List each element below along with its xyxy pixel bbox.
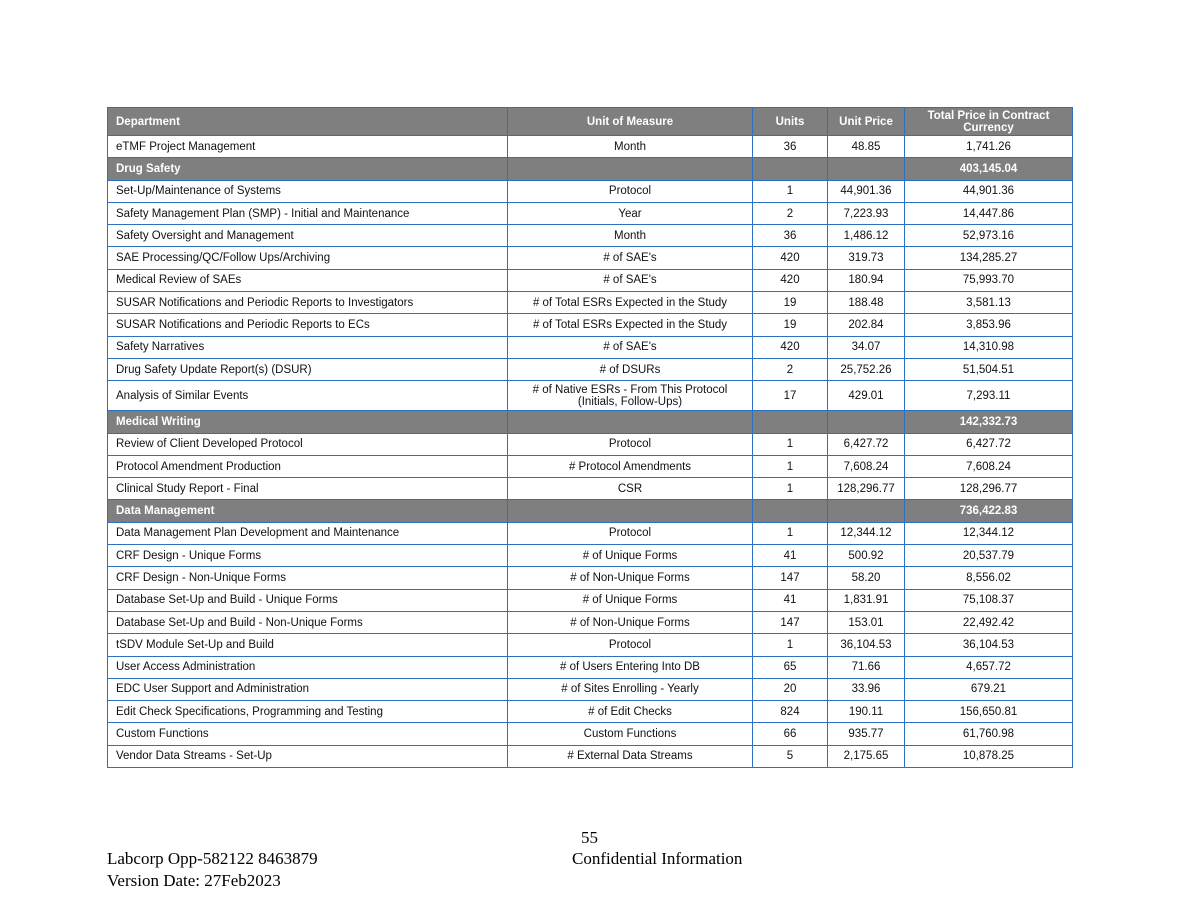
units-cell bbox=[753, 158, 828, 180]
total-price-cell: 14,447.86 bbox=[905, 202, 1073, 224]
total-price-cell: 403,145.04 bbox=[905, 158, 1073, 180]
table-row bbox=[108, 381, 1073, 411]
table-row bbox=[108, 745, 1073, 767]
header-department: Department bbox=[108, 108, 508, 136]
unit-price-cell: 935.77 bbox=[828, 723, 905, 745]
table-row bbox=[108, 433, 1073, 455]
total-price-cell: 7,608.24 bbox=[905, 455, 1073, 477]
department-cell: Database Set-Up and Build - Non-Unique Forms bbox=[108, 611, 508, 633]
unit-price-cell: 1,831.91 bbox=[828, 589, 905, 611]
department-cell: tSDV Module Set-Up and Build bbox=[108, 634, 508, 656]
total-price-cell: 52,973.16 bbox=[905, 225, 1073, 247]
units-cell: 17 bbox=[753, 381, 828, 411]
unit-price-cell: 12,344.12 bbox=[828, 522, 905, 544]
units-cell: 41 bbox=[753, 589, 828, 611]
unit-price-cell: 180.94 bbox=[828, 269, 905, 291]
total-price-cell: 61,760.98 bbox=[905, 723, 1073, 745]
department-cell: CRF Design - Unique Forms bbox=[108, 545, 508, 567]
unit-of-measure-cell: Protocol bbox=[508, 180, 753, 202]
total-price-cell: 12,344.12 bbox=[905, 522, 1073, 544]
unit-price-cell: 190.11 bbox=[828, 701, 905, 723]
unit-of-measure-cell: Month bbox=[508, 225, 753, 247]
department-cell: SAE Processing/QC/Follow Ups/Archiving bbox=[108, 247, 508, 269]
units-cell: 20 bbox=[753, 678, 828, 700]
department-cell: Medical Review of SAEs bbox=[108, 269, 508, 291]
unit-price-cell: 48.85 bbox=[828, 136, 905, 158]
unit-of-measure-cell: CSR bbox=[508, 478, 753, 500]
total-price-cell: 128,296.77 bbox=[905, 478, 1073, 500]
department-cell: Review of Client Developed Protocol bbox=[108, 433, 508, 455]
units-cell: 19 bbox=[753, 314, 828, 336]
units-cell: 66 bbox=[753, 723, 828, 745]
total-price-cell: 679.21 bbox=[905, 678, 1073, 700]
total-price-cell: 44,901.36 bbox=[905, 180, 1073, 202]
total-price-cell: 51,504.51 bbox=[905, 358, 1073, 380]
units-cell: 41 bbox=[753, 545, 828, 567]
table-row bbox=[108, 589, 1073, 611]
department-cell: Safety Management Plan (SMP) - Initial and Maintenance bbox=[108, 202, 508, 224]
department-cell: Medical Writing bbox=[108, 411, 508, 433]
unit-of-measure-cell: # of Unique Forms bbox=[508, 589, 753, 611]
department-cell: Database Set-Up and Build - Unique Forms bbox=[108, 589, 508, 611]
units-cell: 147 bbox=[753, 567, 828, 589]
confidential-label: Confidential Information bbox=[572, 849, 743, 868]
header-units: Units bbox=[753, 108, 828, 136]
total-price-cell: 20,537.79 bbox=[905, 545, 1073, 567]
unit-of-measure-cell: # of Sites Enrolling - Yearly bbox=[508, 678, 753, 700]
total-price-cell: 1,741.26 bbox=[905, 136, 1073, 158]
table-row bbox=[108, 567, 1073, 589]
table-row bbox=[108, 180, 1073, 202]
table-row bbox=[108, 678, 1073, 700]
table-row bbox=[108, 336, 1073, 358]
unit-of-measure-cell: # of Users Entering Into DB bbox=[508, 656, 753, 678]
unit-of-measure-cell: # External Data Streams bbox=[508, 745, 753, 767]
department-cell: EDC User Support and Administration bbox=[108, 678, 508, 700]
unit-of-measure-cell: # of Total ESRs Expected in the Study bbox=[508, 314, 753, 336]
department-cell: Edit Check Specifications, Programming and Testing bbox=[108, 701, 508, 723]
department-cell: SUSAR Notifications and Periodic Reports to Investigators bbox=[108, 292, 508, 314]
table-row bbox=[108, 202, 1073, 224]
department-cell: Custom Functions bbox=[108, 723, 508, 745]
unit-price-cell: 58.20 bbox=[828, 567, 905, 589]
section-row bbox=[108, 411, 1073, 433]
unit-of-measure-cell bbox=[508, 158, 753, 180]
unit-of-measure-cell: # of SAE's bbox=[508, 336, 753, 358]
total-price-cell: 736,422.83 bbox=[905, 500, 1073, 522]
unit-price-cell bbox=[828, 158, 905, 180]
total-price-cell: 142,332.73 bbox=[905, 411, 1073, 433]
unit-price-cell: 153.01 bbox=[828, 611, 905, 633]
department-cell: eTMF Project Management bbox=[108, 136, 508, 158]
total-price-cell: 75,993.70 bbox=[905, 269, 1073, 291]
unit-price-cell: 33.96 bbox=[828, 678, 905, 700]
table-row bbox=[108, 292, 1073, 314]
total-price-cell: 134,285.27 bbox=[905, 247, 1073, 269]
table-row bbox=[108, 314, 1073, 336]
table-row bbox=[108, 522, 1073, 544]
unit-of-measure-cell bbox=[508, 500, 753, 522]
total-price-cell: 6,427.72 bbox=[905, 433, 1073, 455]
department-cell: Clinical Study Report - Final bbox=[108, 478, 508, 500]
page-number: 55 bbox=[581, 828, 598, 847]
units-cell: 1 bbox=[753, 634, 828, 656]
total-price-cell: 36,104.53 bbox=[905, 634, 1073, 656]
unit-of-measure-cell: # Protocol Amendments bbox=[508, 455, 753, 477]
table-row bbox=[108, 656, 1073, 678]
unit-price-cell: 25,752.26 bbox=[828, 358, 905, 380]
department-cell: Drug Safety bbox=[108, 158, 508, 180]
units-cell: 65 bbox=[753, 656, 828, 678]
unit-price-cell: 36,104.53 bbox=[828, 634, 905, 656]
table-row bbox=[108, 611, 1073, 633]
department-cell: Drug Safety Update Report(s) (DSUR) bbox=[108, 358, 508, 380]
table-row bbox=[108, 545, 1073, 567]
unit-of-measure-cell: # of Native ESRs - From This Protocol (Initials, Follow-Ups) bbox=[508, 381, 753, 411]
table-row bbox=[108, 247, 1073, 269]
department-cell: Data Management Plan Development and Maintenance bbox=[108, 522, 508, 544]
units-cell: 36 bbox=[753, 225, 828, 247]
units-cell: 824 bbox=[753, 701, 828, 723]
table-row bbox=[108, 269, 1073, 291]
total-price-cell: 75,108.37 bbox=[905, 589, 1073, 611]
unit-of-measure-cell: # of Total ESRs Expected in the Study bbox=[508, 292, 753, 314]
section-row bbox=[108, 158, 1073, 180]
unit-price-cell: 188.48 bbox=[828, 292, 905, 314]
department-cell: Set-Up/Maintenance of Systems bbox=[108, 180, 508, 202]
unit-of-measure-cell: Year bbox=[508, 202, 753, 224]
unit-of-measure-cell: Month bbox=[508, 136, 753, 158]
pricing-table bbox=[107, 107, 1073, 768]
units-cell: 2 bbox=[753, 358, 828, 380]
total-price-cell: 10,878.25 bbox=[905, 745, 1073, 767]
unit-price-cell: 7,608.24 bbox=[828, 455, 905, 477]
total-price-cell: 3,853.96 bbox=[905, 314, 1073, 336]
total-price-cell: 8,556.02 bbox=[905, 567, 1073, 589]
units-cell: 420 bbox=[753, 336, 828, 358]
unit-price-cell: 319.73 bbox=[828, 247, 905, 269]
section-row bbox=[108, 500, 1073, 522]
units-cell: 2 bbox=[753, 202, 828, 224]
units-cell: 420 bbox=[753, 269, 828, 291]
total-price-cell: 4,657.72 bbox=[905, 656, 1073, 678]
unit-price-cell: 71.66 bbox=[828, 656, 905, 678]
unit-of-measure-cell: # of SAE's bbox=[508, 269, 753, 291]
table-row bbox=[108, 701, 1073, 723]
department-cell: Safety Narratives bbox=[108, 336, 508, 358]
header-unit-price: Unit Price bbox=[828, 108, 905, 136]
unit-price-cell bbox=[828, 411, 905, 433]
unit-of-measure-cell: # of SAE's bbox=[508, 247, 753, 269]
units-cell: 1 bbox=[753, 478, 828, 500]
unit-price-cell: 128,296.77 bbox=[828, 478, 905, 500]
department-cell: Protocol Amendment Production bbox=[108, 455, 508, 477]
unit-price-cell: 7,223.93 bbox=[828, 202, 905, 224]
header-total-price: Total Price in Contract Currency bbox=[905, 108, 1073, 136]
table-row bbox=[108, 723, 1073, 745]
header-unit-of-measure: Unit of Measure bbox=[508, 108, 753, 136]
unit-price-cell: 500.92 bbox=[828, 545, 905, 567]
table-row bbox=[108, 136, 1073, 158]
units-cell: 1 bbox=[753, 433, 828, 455]
unit-of-measure-cell: # of Edit Checks bbox=[508, 701, 753, 723]
units-cell bbox=[753, 411, 828, 433]
unit-of-measure-cell: Protocol bbox=[508, 634, 753, 656]
unit-price-cell: 429.01 bbox=[828, 381, 905, 411]
units-cell: 5 bbox=[753, 745, 828, 767]
unit-of-measure-cell bbox=[508, 411, 753, 433]
unit-price-cell: 44,901.36 bbox=[828, 180, 905, 202]
table-header-row bbox=[108, 108, 1073, 136]
department-cell: Safety Oversight and Management bbox=[108, 225, 508, 247]
unit-of-measure-cell: # of Non-Unique Forms bbox=[508, 567, 753, 589]
department-cell: CRF Design - Non-Unique Forms bbox=[108, 567, 508, 589]
unit-of-measure-cell: Custom Functions bbox=[508, 723, 753, 745]
units-cell: 1 bbox=[753, 455, 828, 477]
department-cell: Analysis of Similar Events bbox=[108, 381, 508, 411]
units-cell bbox=[753, 500, 828, 522]
units-cell: 1 bbox=[753, 522, 828, 544]
unit-price-cell: 6,427.72 bbox=[828, 433, 905, 455]
department-cell: SUSAR Notifications and Periodic Reports to ECs bbox=[108, 314, 508, 336]
unit-price-cell: 202.84 bbox=[828, 314, 905, 336]
units-cell: 147 bbox=[753, 611, 828, 633]
unit-price-cell: 2,175.65 bbox=[828, 745, 905, 767]
unit-of-measure-cell: # of Non-Unique Forms bbox=[508, 611, 753, 633]
total-price-cell: 3,581.13 bbox=[905, 292, 1073, 314]
total-price-cell: 14,310.98 bbox=[905, 336, 1073, 358]
table-row bbox=[108, 225, 1073, 247]
units-cell: 1 bbox=[753, 180, 828, 202]
total-price-cell: 156,650.81 bbox=[905, 701, 1073, 723]
unit-of-measure-cell: Protocol bbox=[508, 433, 753, 455]
unit-price-cell: 1,486.12 bbox=[828, 225, 905, 247]
unit-of-measure-cell: Protocol bbox=[508, 522, 753, 544]
department-cell: User Access Administration bbox=[108, 656, 508, 678]
department-cell: Data Management bbox=[108, 500, 508, 522]
unit-price-cell bbox=[828, 500, 905, 522]
table-row bbox=[108, 358, 1073, 380]
department-cell: Vendor Data Streams - Set-Up bbox=[108, 745, 508, 767]
table-row bbox=[108, 455, 1073, 477]
units-cell: 19 bbox=[753, 292, 828, 314]
total-price-cell: 7,293.11 bbox=[905, 381, 1073, 411]
unit-of-measure-cell: # of DSURs bbox=[508, 358, 753, 380]
unit-of-measure-cell: # of Unique Forms bbox=[508, 545, 753, 567]
table-row bbox=[108, 634, 1073, 656]
units-cell: 36 bbox=[753, 136, 828, 158]
units-cell: 420 bbox=[753, 247, 828, 269]
document-id: Labcorp Opp-582122 8463879 bbox=[107, 849, 318, 868]
version-date: Version Date: 27Feb2023 bbox=[107, 871, 281, 890]
table-row bbox=[108, 478, 1073, 500]
unit-price-cell: 34.07 bbox=[828, 336, 905, 358]
total-price-cell: 22,492.42 bbox=[905, 611, 1073, 633]
